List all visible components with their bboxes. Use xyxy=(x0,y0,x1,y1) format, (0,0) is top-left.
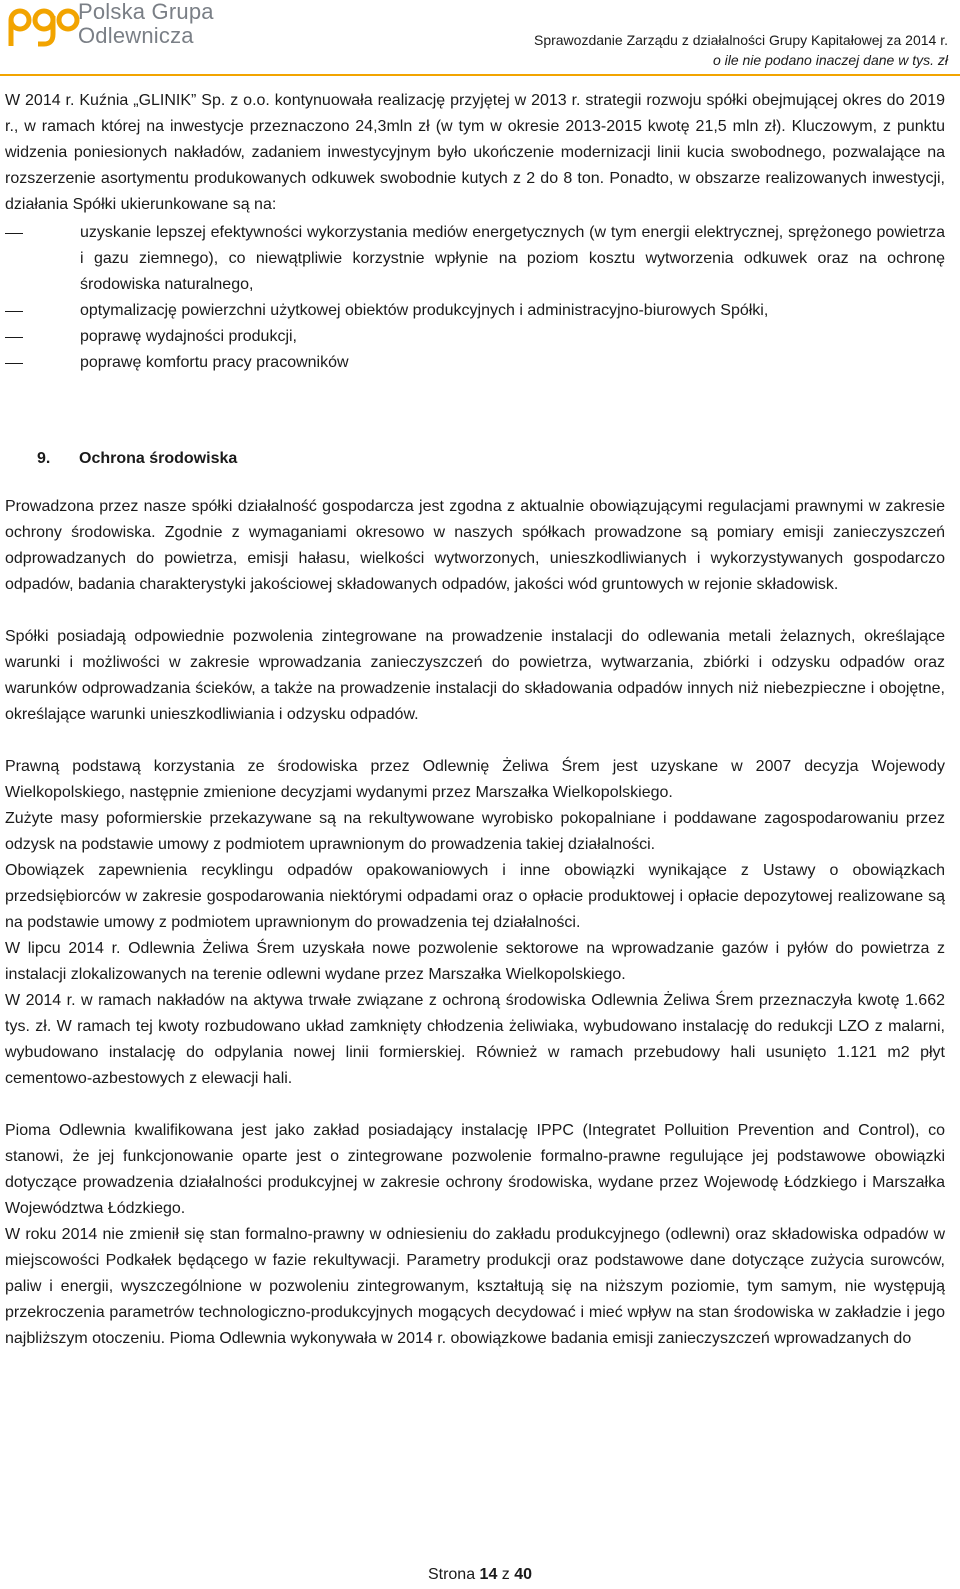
spacer xyxy=(5,728,945,754)
section-number: 9. xyxy=(37,450,51,467)
logo-mark-icon xyxy=(11,11,77,46)
spacer xyxy=(5,598,945,624)
page-number: 14 xyxy=(479,1566,498,1583)
page-total: 40 xyxy=(514,1566,533,1583)
paragraph: W roku 2014 nie zmienił się stan formalno-prawny w odniesieniu do zakładu produkcyjnego (odlewni) oraz składowiska odpadów w miejscowości Podkałek będącego w fazie rekultywacji. Parametry produkcji oraz podstawowe dane dotyczące zużycia surowców, paliw i energii, wyszczególnione w pozwoleniu zintegrowanym, kształtują się na niższym poziomie, tym samym, nie występują przekroczenia parametrów technologiczno-produkcyjnych mogących decydować i mieć wpływ na stan środowiska w zakładzie i jego najbliższym otoczeniu. Pioma Odlewnia wykonywała w 2014 r. obowiązkowe badania emisji zanieczyszczeń wprowadzanych do xyxy=(5,1226,945,1347)
spacer xyxy=(5,472,945,494)
report-title: Sprawozdanie Zarządu z działalności Grupy Kapitałowej za 2014 r. xyxy=(533,32,948,48)
logo-text xyxy=(78,0,214,48)
report-header xyxy=(534,30,948,70)
paragraph: Prowadzona przez nasze spółki działalność gospodarcza jest zgodna z aktualnie obowiązującymi regulacjami prawnymi w zakresie ochrony środowiska. Zgodnie z wymaganiami okresowo w naszych spółkach prowadzone są pomiary emisji zanieczyszczeń odprowadzanych do powietrza, emisji hałasu, wielkości wytworzonych, unieszkodliwianych i wykorzystywanych gospodarczo odpadów, badania charakterystyki jakościowej składowanych odpadów, jakości wód gruntowych w rejonie składowisk. xyxy=(5,498,945,593)
paragraph: Pioma Odlewnia kwalifikowana jest jako zakład posiadający instalację IPPC (Integratet Polluition Prevention and Control), co stanowi, że jej funkcjonowanie oparte jest o zintegrowane pozwolenie formalno-prawne regulujące jej podstawowe obowiązki dotyczące prowadzenia działalności produkcyjnej w zakresie ochrony środowiska, wydane przez Wojewodę Łódzkiego i Marszałka Województwa Łódzkiego. xyxy=(5,1122,945,1217)
page-content xyxy=(5,88,945,1352)
currency-note: o ile nie podano inaczej dane w tys. zł xyxy=(712,52,948,68)
paragraph: Prawną podstawą korzystania ze środowiska przez Odlewnię Żeliwa Śrem jest uzyskane w 2007 decyzja Wojewody Wielkopolskiego, następnie zmienione decyzjami wydanymi przez Marszałka Wielkopolskiego. xyxy=(5,758,945,801)
paragraph: Spółki posiadają odpowiednie pozwolenia zintegrowane na prowadzenie instalacji do odlewania metali żelaznych, określające warunki i możliwości w zakresie wprowadzania zanieczyszczeń do powietrza, wytwarzania, zbiórki i odzysku odpadów oraz warunków odprowadzania ścieków, a także na prowadzenie instalacji do składowania odpadów innych niż niebezpieczne i obojętne, określające warunki unieszkodliwiania i odzysku odpadów. xyxy=(5,628,945,723)
paragraph: Zużyte masy poformierskie przekazywane są na rekultywowane wyrobisko pokopalniane i poddawane zagospodarowaniu przez odzysk na podstawie umowy z podmiotem uprawnionym do prowadzenia takiej działalności. xyxy=(5,810,945,853)
section-heading xyxy=(5,446,945,472)
list-item: optymalizację powierzchni użytkowej obiektów produkcyjnych i administracyjno-biurowych Spółki, xyxy=(5,298,945,324)
page-label: Strona xyxy=(427,1566,476,1583)
paragraph: W lipcu 2014 r. Odlewnia Żeliwa Śrem uzyskała nowe pozwolenie sektorowe na wprowadzanie gazów i pyłów do powietrza z instalacji zlokalizowanych na terenie odlewni wydane przez Marszałka Wielkopolskiego. xyxy=(5,940,945,983)
spacer xyxy=(5,376,945,446)
section-title: Ochrona środowiska xyxy=(79,450,238,467)
logo-line-2: Odlewnicza xyxy=(78,23,194,48)
spacer xyxy=(5,1092,945,1118)
paragraph: W 2014 r. w ramach nakładów na aktywa trwałe związane z ochroną środowiska Odlewnia Żeliwa Śrem przeznaczyła kwotę 1.662 tys. zł. W ramach tej kwoty rozbudowano układ zamknięty chłodzenia żeliwiaka, wybudowano instalację do redukcji LZO z malarni, wybudowano instalację do odpylania nowej linii formierskiej. Również w ramach przebudowy hali usunięto 1.121 m2 płyt cementowo-azbestowych z elewacji hali. xyxy=(5,992,945,1087)
list-item: uzyskanie lepszej efektywności wykorzystania mediów energetycznych (w tym energii elektrycznej, sprężonego powietrza i gazu ziemnego), co niewątpliwie korzystnie wpłynie na poziom kosztu wytworzenia odkuwek oraz na ochronę środowiska naturalnego, xyxy=(5,220,945,298)
page-header xyxy=(0,0,960,72)
paragraph: Obowiązek zapewnienia recyklingu odpadów opakowaniowych i inne obowiązki wynikające z Ustawy o obowiązkach przedsiębiorców w zakresie gospodarowania niektórymi odpadami oraz o opłacie produktowej i opłacie depozytowej realizowane są na podstawie umowy z podmiotem uprawnionym do prowadzenia tej działalności. xyxy=(5,862,945,931)
page-separator: z xyxy=(501,1566,510,1583)
logo-line-1: Polska Grupa xyxy=(78,0,214,24)
investment-goals-list xyxy=(5,220,945,376)
list-item: poprawę komfortu pracy pracowników xyxy=(5,350,945,376)
header-divider xyxy=(0,74,960,76)
page-footer xyxy=(0,1566,960,1584)
intro-paragraph: W 2014 r. Kuźnia „GLINIK” Sp. z o.o. kontynuowała realizację przyjętej w 2013 r. strategii rozwoju spółki obejmującej okres do 2019 r., w ramach której na inwestycje przeznaczono 24,3mln zł (w tym w okresie 2013-2015 kwotę 21,5 mln zł). Kluczowym, z punktu widzenia poniesionych nakładów, zadaniem inwestycyjnym było ukończenie modernizacji linii kucia swobodnego, pozwalające na rozszerzenie asortymentu produkowanych odkuwek swobodnie kutych z 2 do 8 ton. Ponadto, w obszarze realizowanych inwestycji, działania Spółki ukierunkowane są na: xyxy=(5,92,945,213)
list-item: poprawę wydajności produkcji, xyxy=(5,324,945,350)
